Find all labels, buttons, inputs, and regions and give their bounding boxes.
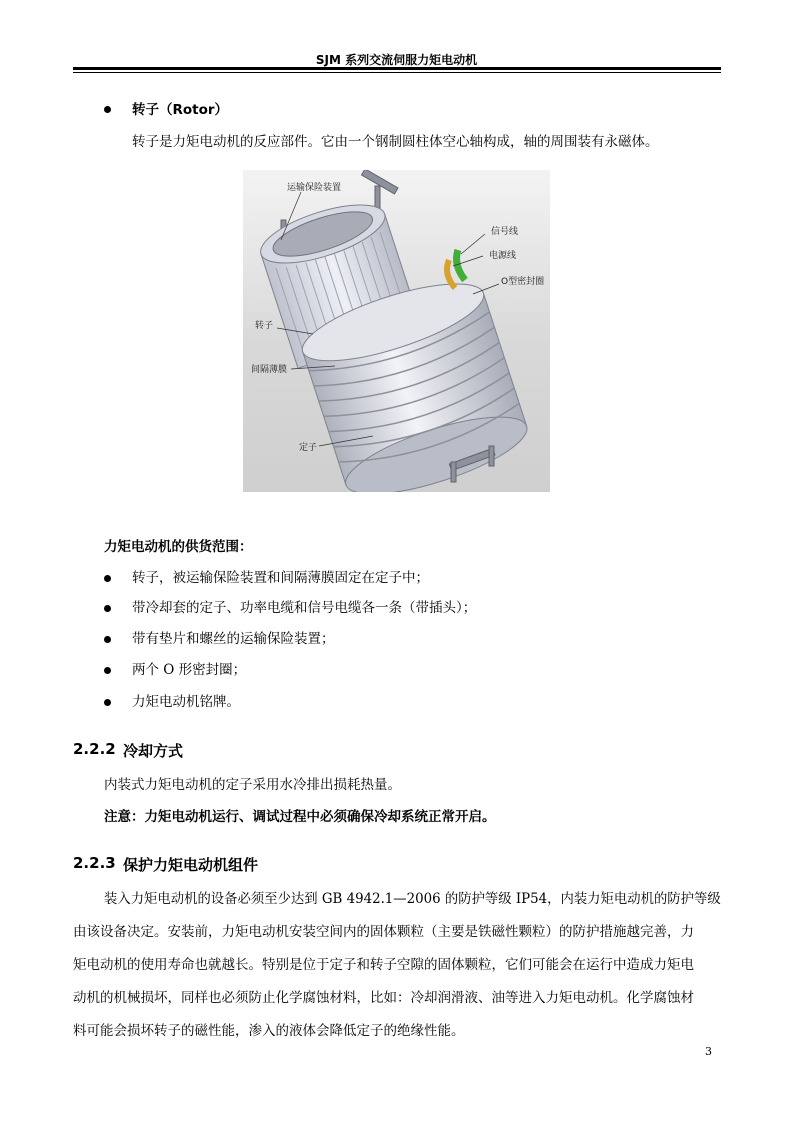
protect-paragraph-line: 由该设备决定。安装前，力矩电动机安装空间内的固体颗粒（主要是铁磁性颗粒）的防护措施越完善，力 (73, 924, 694, 940)
label-oring: O型密封圈 (501, 277, 545, 287)
scope-title: 力矩电动机的供货范围： (104, 539, 253, 555)
scope-item: 两个 O 形密封圈； (132, 662, 247, 678)
motor-exploded-figure (243, 170, 550, 492)
label-stator: 定子 (299, 443, 318, 453)
protect-paragraph-line: 动机的机械损坏，同样也必须防止化学腐蚀材料，比如：冷却润滑液、油等进入力矩电动机。化学腐蚀材 (73, 990, 694, 1006)
protect-section-number: 2.2.3 (73, 854, 116, 872)
scope-item: 转子，被运输保险装置和间隔薄膜固定在定子中； (132, 570, 429, 586)
scope-item: 力矩电动机铭牌。 (132, 694, 240, 710)
label-power: 电源线 (489, 251, 517, 261)
protect-paragraph-line: 矩电动机的使用寿命也就越长。特别是位于定子和转子空隙的固体颗粒，它们可能会在运行中造成力矩电 (73, 957, 694, 973)
label-signal: 信号线 (491, 227, 519, 237)
cooling-section-number: 2.2.2 (73, 740, 116, 758)
rotor-title: 转子（Rotor） (132, 102, 229, 118)
scope-item: 带冷却套的定子、功率电缆和信号电缆各一条（带插头）； (132, 600, 477, 616)
bullet-icon (104, 667, 111, 674)
bullet-icon (104, 575, 111, 582)
protect-paragraph-line: 料可能会损坏转子的磁性能，渗入的液体会降低定子的绝缘性能。 (73, 1023, 465, 1039)
protect-paragraph-line: 装入力矩电动机的设备必须至少达到 GB 4942.1—2006 的防护等级 IP54，内装力矩电动机的防护等级 (104, 891, 721, 907)
bullet-icon (104, 106, 111, 113)
rotor-description: 转子是力矩电动机的反应部件。它由一个钢制圆柱体空心轴构成，轴的周围装有永磁体。 (132, 134, 659, 150)
label-rotor: 转子 (255, 321, 274, 331)
cooling-note: 注意：力矩电动机运行、调试过程中必须确保冷却系统正常开启。 (104, 809, 496, 825)
protect-section-title: 保护力矩电动机组件 (123, 856, 259, 874)
label-film: 间隔薄膜 (251, 365, 288, 375)
bullet-icon (104, 605, 111, 612)
bullet-icon (104, 699, 111, 706)
cooling-body: 内装式力矩电动机的定子采用水冷排出损耗热量。 (104, 777, 401, 793)
header-rule-thin (73, 72, 721, 73)
cooling-section-title: 冷却方式 (123, 742, 184, 760)
scope-item: 带有垫片和螺丝的运输保险装置； (132, 631, 335, 647)
signal-cable (457, 250, 465, 280)
bullet-icon (104, 636, 111, 643)
page-header-title: SJM 系列交流伺服力矩电动机 (315, 53, 478, 67)
header-rule-thick (73, 67, 721, 70)
label-transport: 运输保险装置 (287, 183, 342, 193)
page-number: 3 (705, 1045, 712, 1058)
